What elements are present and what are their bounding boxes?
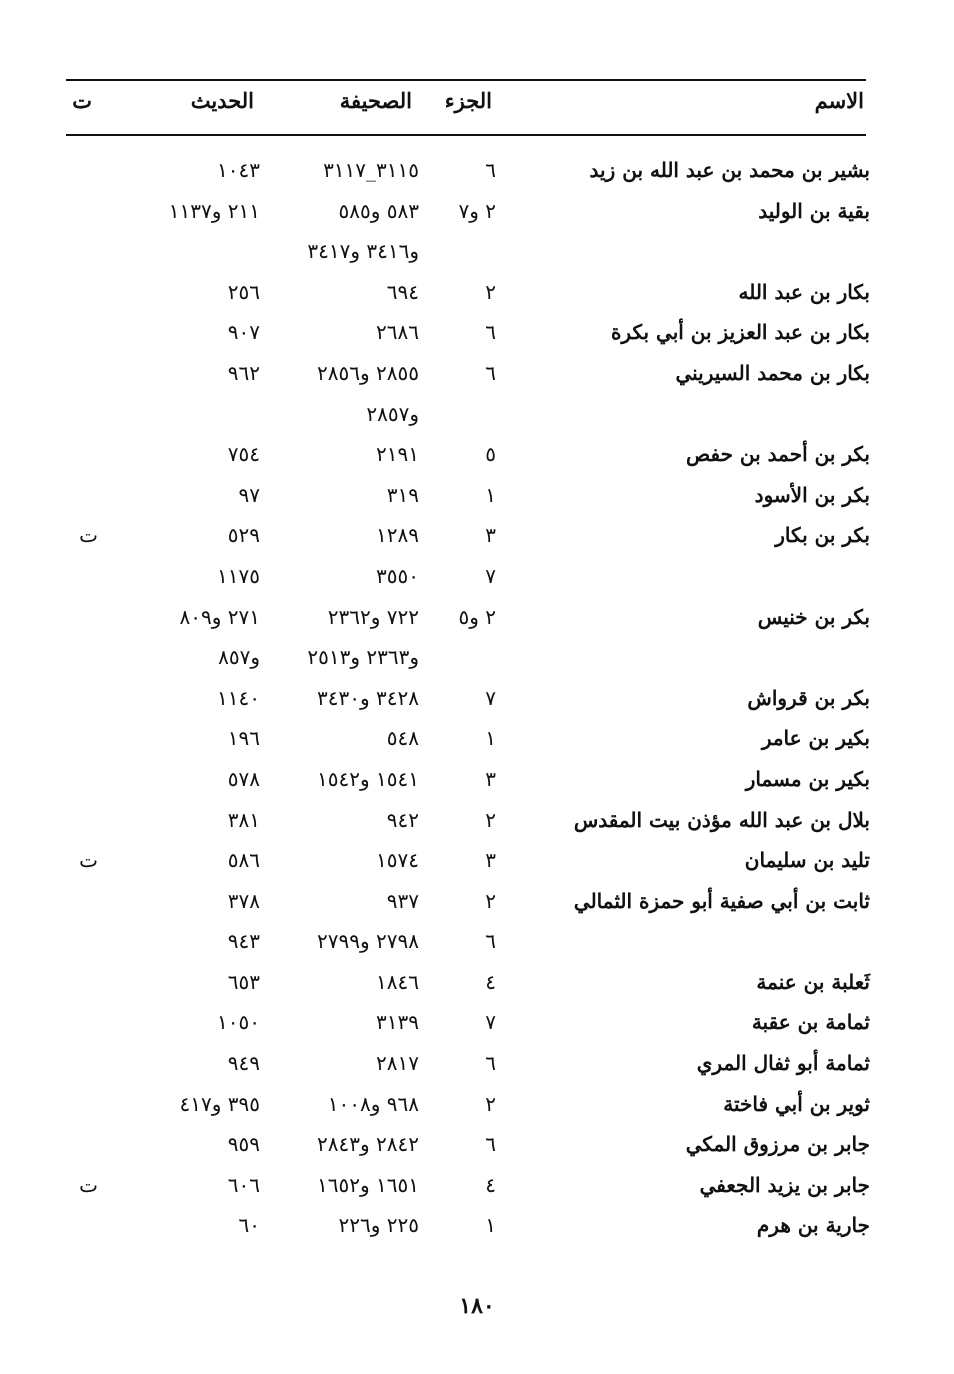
volume-number: ٣ [485,848,496,873]
narrator-name: بكر بن أحمد بن حفص [685,442,870,467]
header-page: الصحيفة [339,88,412,113]
table-row [0,643,954,684]
volume-number: ٣ [485,766,496,791]
hadith-numbers: ٢٥٦ [227,279,260,304]
page-numbers: ٣١٣٩ [376,1010,419,1035]
table-row [0,1008,954,1049]
volume-number: ١ [485,482,496,507]
table-row [0,278,954,319]
volume-number: ٧ [485,1010,496,1035]
volume-number: ٢ [485,279,496,304]
hadith-numbers: ٥٢٩ [227,523,260,548]
hadith-numbers: ٧٥٤ [227,442,260,467]
page-numbers: ١٨٤٦ [376,969,419,994]
page-numbers: ٢٨٥٥ و٢٨٥٦ [317,360,419,385]
page-numbers: ١٥٤١ و١٥٤٢ [317,766,419,791]
page-number: ١٨٠ [459,1293,495,1319]
narrator-name: بكير بن عامر [761,726,870,751]
volume-number: ١ [485,726,496,751]
narrator-name: بكير بن مسمار [745,766,870,791]
tarjama-mark: ت [79,523,98,548]
narrator-name: ثَعلبة بن عنمة [756,969,870,994]
page-numbers: ٢٧٩٨ و٢٧٩٩ [317,929,419,954]
hadith-numbers: ٦٠ [238,1213,260,1238]
volume-number: ٦ [485,929,496,954]
page-numbers: ٢٢٥ و٢٢٦ [338,1213,419,1238]
table-row [0,197,954,238]
tarjama-mark: ت [79,848,98,873]
narrator-name: ثابت بن أبي صفية أبو حمزة الثمالي [573,888,870,913]
table-row [0,156,954,197]
table-row [0,481,954,522]
volume-number: ٢ [485,807,496,832]
page-numbers: ١٦٥١ و١٦٥٢ [317,1172,419,1197]
narrator-name: بكر بن قرواش [747,685,870,710]
volume-number: ٦ [485,320,496,345]
page-numbers: ٣١٩ [386,482,419,507]
table-row [0,1171,954,1212]
header-mark: ت [72,88,92,113]
narrator-name: بكر بن بكار [775,523,870,548]
narrator-name: ثمامة بن عقبة [751,1010,870,1035]
narrator-name: بكر بن خنيس [757,604,870,629]
narrator-name: بقية بن الوليد [758,198,870,223]
tarjama-mark: ت [79,1172,98,1197]
table-row [0,1049,954,1090]
narrator-name: بكار بن محمد السيريني [675,360,870,385]
table-row [0,846,954,887]
page-numbers: ٥٤٨ [386,726,419,751]
hadith-numbers: ٢١١ و١١٣٧ [168,198,260,223]
volume-number: ٤ [485,1172,496,1197]
page-numbers: ٩٣٧ [386,888,419,913]
page-numbers: ٥٨٣ و٥٨٥ [338,198,419,223]
table-row [0,1211,954,1252]
table-row [0,927,954,968]
hadith-numbers: ٩٤٩ [227,1051,260,1076]
page-numbers: ١٢٨٩ [376,523,419,548]
volume-number: ٥ [485,442,496,467]
page-numbers: ٣٤٢٨ و٣٤٣٠ [317,685,419,710]
page-numbers: ٢٨٤٢ و٢٨٤٣ [317,1132,419,1157]
header-top-rule [66,79,866,81]
header-hadith: الحديث [190,88,254,113]
volume-number: ٢ [485,888,496,913]
page-numbers: ٦٩٤ [386,279,419,304]
hadith-numbers: ٢٧١ و٨٠٩ [179,604,260,629]
table-row [0,440,954,481]
hadith-numbers: ٣٧٨ [227,888,260,913]
volume-number: ٢ و٧ [458,198,496,223]
table-row [0,806,954,847]
table-row [0,237,954,278]
volume-number: ٧ [485,563,496,588]
page-numbers: ٩٦٨ و١٠٠٨ [327,1091,419,1116]
hadith-numbers: ٩٤٣ [227,929,260,954]
page-numbers: ٧٢٢ و٢٣٦٢ [327,604,419,629]
hadith-numbers: ٦٥٣ [227,969,260,994]
hadith-numbers: ٥٨٦ [227,848,260,873]
header-name: الاسم [814,88,864,113]
page-numbers: ٣١١٥_٣١١٧ [323,158,419,182]
narrator-name: بكار بن عبد العزيز بن أبي بكرة [610,320,870,345]
page-numbers: ٢١٩١ [376,442,419,467]
hadith-numbers: ١١٧٥ [217,563,260,588]
table-row [0,521,954,562]
narrators-table [0,156,954,1252]
volume-number: ٦ [485,158,496,182]
page-numbers: و٢٣٦٣ و٢٥١٣ [307,645,419,670]
volume-number: ٣ [485,523,496,548]
table-row [0,887,954,928]
table-row [0,684,954,725]
volume-number: ٧ [485,685,496,710]
table-row [0,765,954,806]
table-row [0,724,954,765]
table-row [0,968,954,1009]
page-numbers: و٢٨٥٧ [366,401,419,426]
narrator-name: بكر بن الأسود [754,482,870,507]
hadith-numbers: ٣٩٥ و٤١٧ [179,1091,260,1116]
hadith-numbers: ٥٧٨ [227,766,260,791]
page-numbers: ٩٤٢ [386,807,419,832]
header-bottom-rule [66,134,866,136]
narrator-name: بلال بن عبد الله مؤذن بيت المقدس [573,807,870,832]
table-row [0,400,954,441]
hadith-numbers: ٦٠٦ [227,1172,260,1197]
page-numbers: و٣٤١٦ و٣٤١٧ [307,239,419,264]
page-numbers: ٢٨١٧ [376,1051,419,1076]
table-row [0,1090,954,1131]
hadith-numbers: ١٩٦ [227,726,260,751]
hadith-numbers: ١٠٥٠ [217,1010,260,1035]
page-numbers: ٣٥٥٠ [376,563,419,588]
hadith-numbers: ١٠٤٣ [217,158,260,182]
page-numbers: ٢٦٨٦ [376,320,419,345]
narrator-name: جابر بن مرزوق المكي [685,1132,870,1157]
volume-number: ٤ [485,969,496,994]
volume-number: ٦ [485,1051,496,1076]
narrator-name: بشير بن محمد بن عبد الله بن زيد [589,158,870,182]
hadith-numbers: ٩٦٢ [227,360,260,385]
hadith-numbers: ٩٥٩ [227,1132,260,1157]
volume-number: ١ [485,1213,496,1238]
header-volume: الجزء [444,88,492,113]
table-row [0,603,954,644]
table-row [0,318,954,359]
volume-number: ٢ [485,1091,496,1116]
narrator-name: جارية بن هرم [756,1213,870,1238]
table-row [0,359,954,400]
hadith-numbers: ٣٨١ [227,807,260,832]
hadith-numbers: ٩٧ [238,482,260,507]
narrator-name: تليد بن سليمان [744,848,870,873]
narrator-name: بكار بن عبد الله [738,279,870,304]
volume-number: ٢ و٥ [458,604,496,629]
hadith-numbers: ٩٠٧ [227,320,260,345]
narrator-name: ثمامة أبو ثفال المري [696,1051,870,1076]
volume-number: ٦ [485,360,496,385]
table-row [0,1130,954,1171]
page-numbers: ١٥٧٤ [376,848,419,873]
hadith-numbers: و٨٥٧ [218,645,260,670]
volume-number: ٦ [485,1132,496,1157]
narrator-name: جابر بن يزيد الجعفي [699,1172,870,1197]
narrator-name: ثوير بن أبي فاختة [723,1091,870,1116]
table-row [0,562,954,603]
hadith-numbers: ١١٤٠ [217,685,260,710]
